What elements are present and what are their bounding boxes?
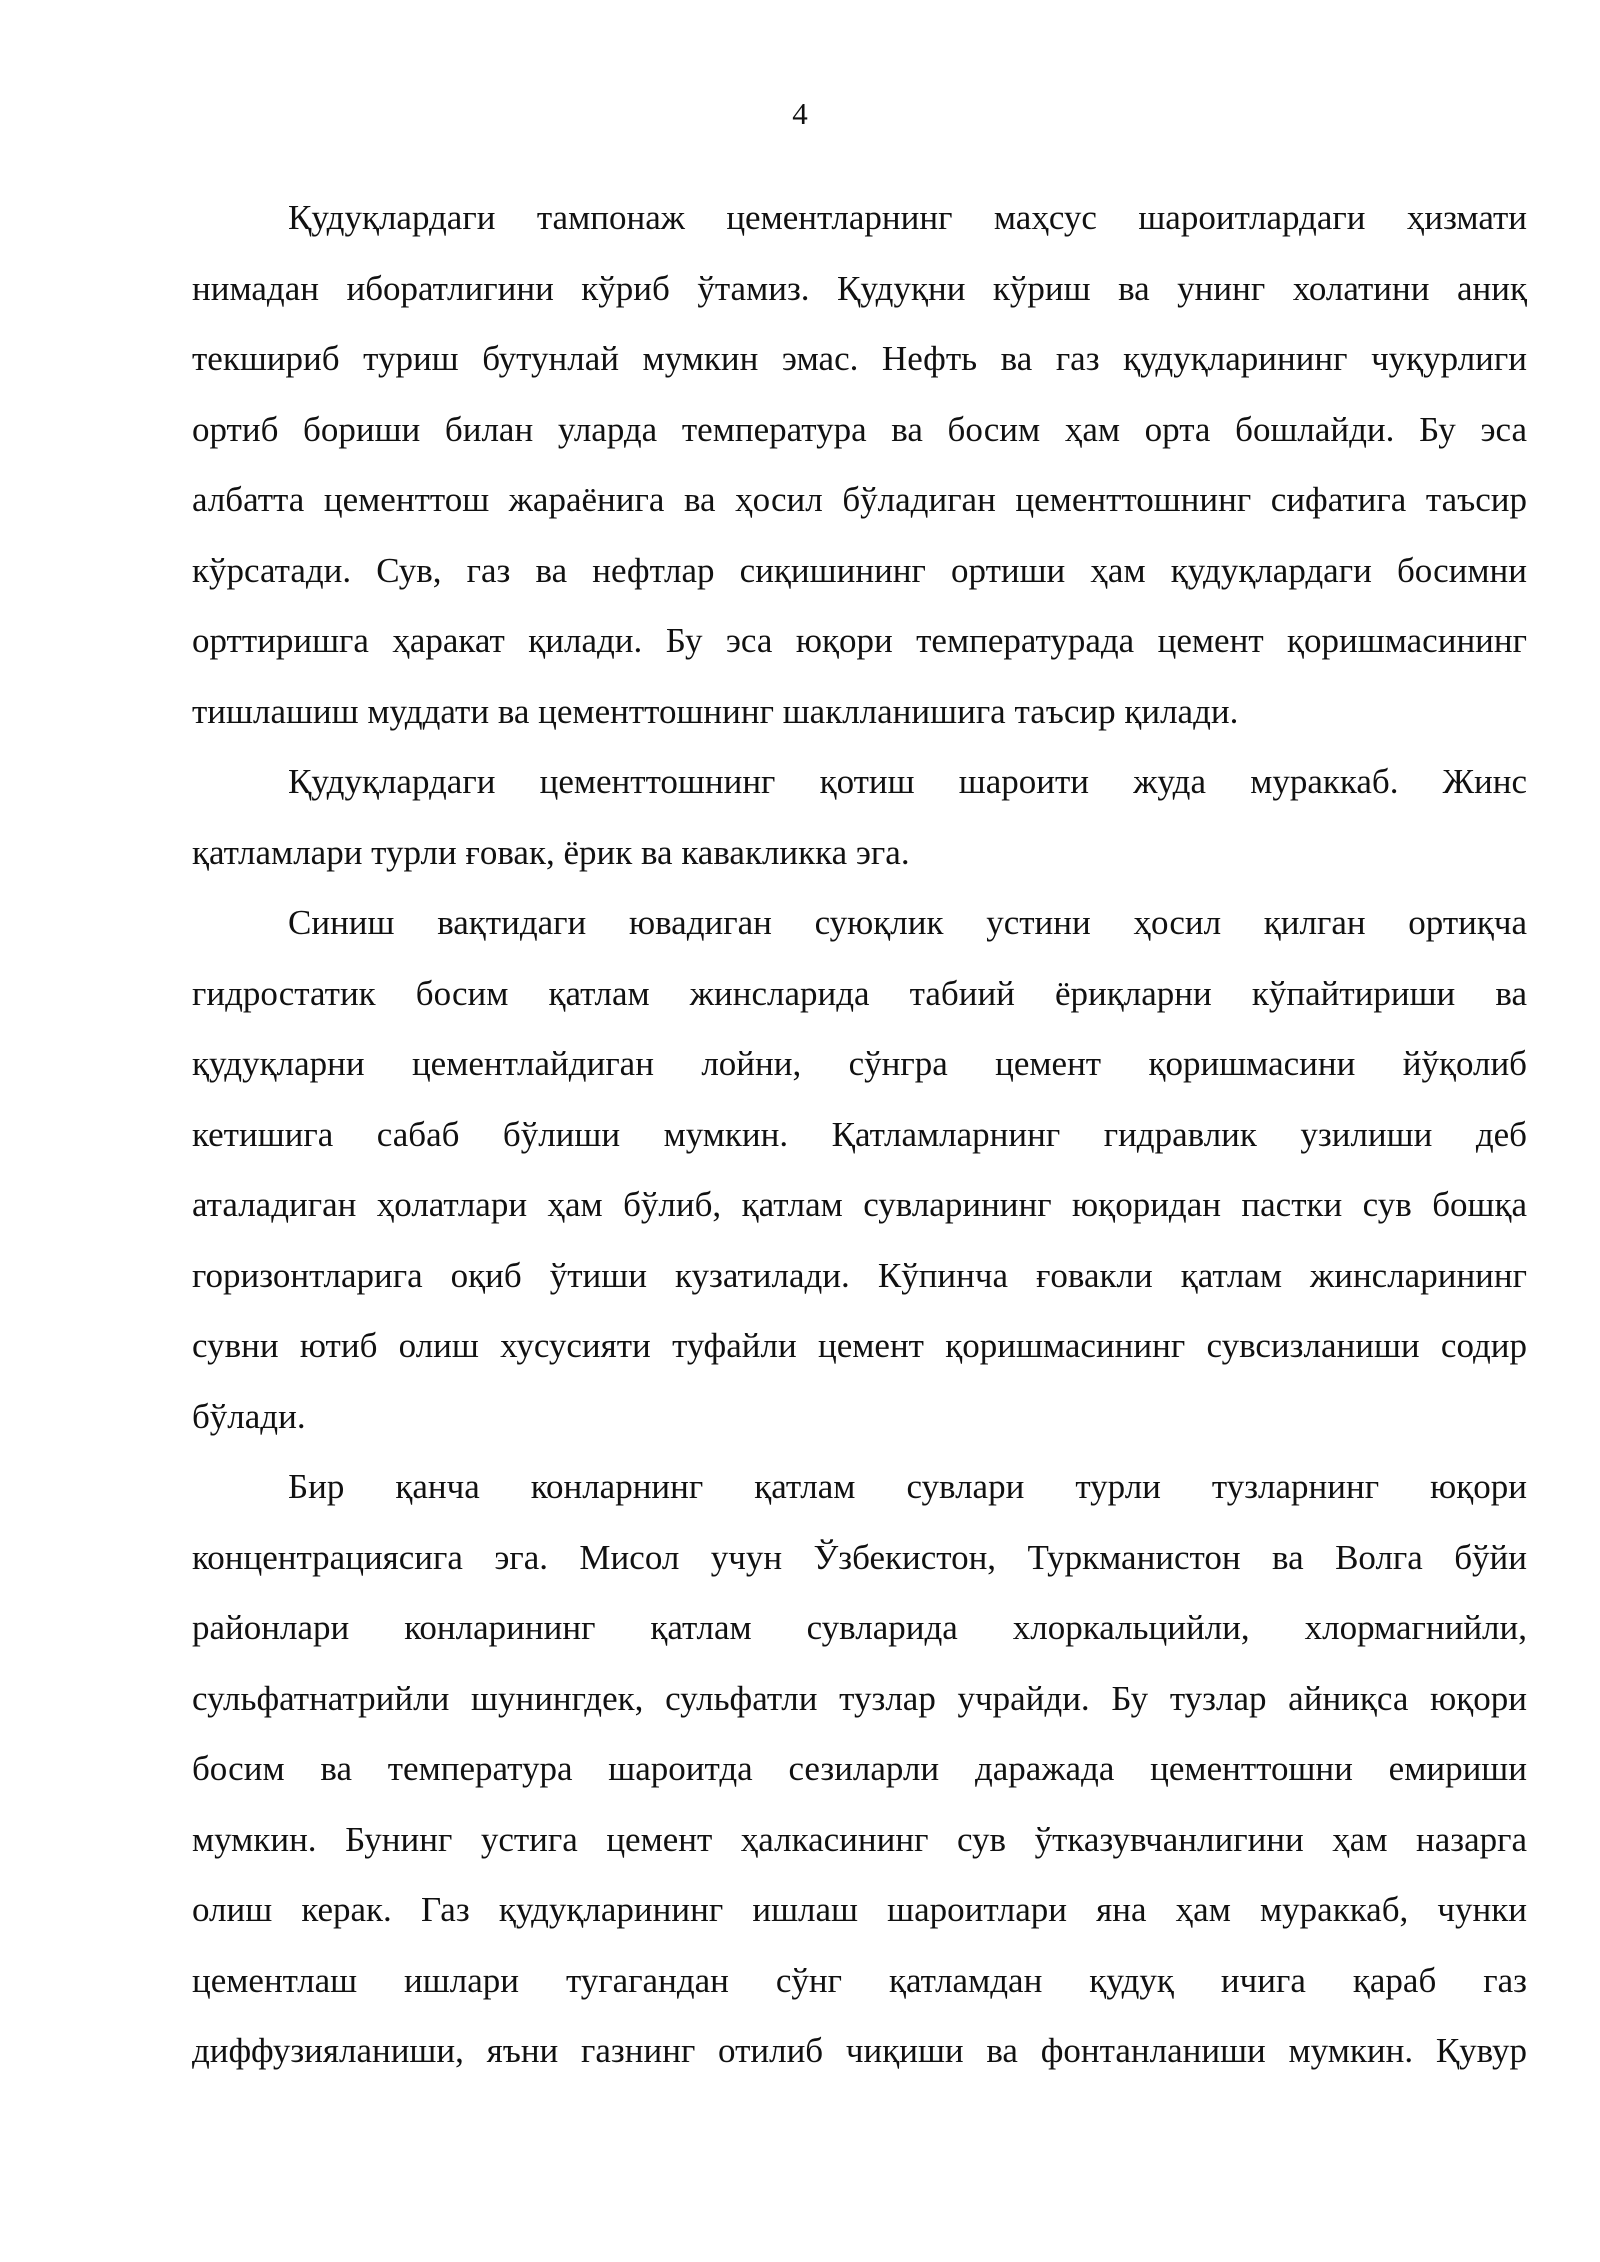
- text-line: Бир қанча конларнинг қатлам сувлари турли тузларнинг юқори: [288, 1467, 1527, 1506]
- text-line: Қудуқлардаги цементтошнинг қотиш шароити жуда мураккаб. Жинс: [288, 762, 1527, 801]
- text-line: сульфатнатрийли шунингдек, сульфатли тузлар учрайди. Бу тузлар айниқса юқори: [192, 1678, 1527, 1718]
- text-line: орттиришга ҳаракат қилади. Бу эса юқори температурада цемент қоришмасининг: [192, 621, 1527, 660]
- text-line: олиш керак. Газ қудуқларининг ишлаш шароитлари яна ҳам мураккаб, чунки: [192, 1890, 1527, 1929]
- text-line: горизонтларига оқиб ўтиши кузатилади. Кўпинча ғовакли қатлам жинсларининг: [192, 1255, 1527, 1295]
- text-line: кўрсатади. Сув, газ ва нефтлар сиқишининг ортиши ҳам қудуқлардаги босимни: [192, 550, 1527, 590]
- text-line: мумкин. Бунинг устига цемент ҳалкасининг сув ўтказувчанлигини ҳам назарга: [192, 1819, 1527, 1859]
- paragraph: [192, 888, 1527, 1452]
- text-line: қудуқларни цементлайдиган лойни, сўнгра цемент қоришмасини йўқолиб: [192, 1044, 1527, 1083]
- text-line: қатламлари турли ғовак, ёрик ва кавакликка эга.: [192, 832, 910, 872]
- page-number: 4: [792, 96, 808, 131]
- text-line: албатта цементтош жараёнига ва ҳосил бўладиган цементтошнинг сифатига таъсир: [192, 480, 1527, 519]
- text-line: Қудуқлардаги тампонаж цементларнинг маҳсус шароитлардаги ҳизмати: [288, 198, 1527, 237]
- text-line: бўлади.: [192, 1396, 306, 1436]
- paragraph: [192, 183, 1527, 747]
- text-line: ортиб бориши билан уларда температура ва босим ҳам орта бошлайди. Бу эса: [192, 409, 1527, 449]
- text-line: тишлашиш муддати ва цементтошнинг шаклланишига таъсир қилади.: [192, 691, 1239, 731]
- paragraph: [192, 1452, 1527, 2087]
- text-line: гидростатик босим қатлам жинсларида табиий ёриқларни кўпайтириши ва: [192, 973, 1527, 1013]
- text-line: Синиш вақтидаги ювадиган суюқлик устини ҳосил қилган ортиқча: [288, 903, 1527, 942]
- text-line: сувни ютиб олиш хусусияти туфайли цемент қоришмасининг сувсизланиши содир: [192, 1326, 1527, 1365]
- body-text: [192, 183, 1527, 2087]
- text-line: диффузияланиши, яъни газнинг отилиб чиқиши ва фонтанланиши мумкин. Қувур: [192, 2031, 1527, 2070]
- text-line: цементлаш ишлари тугагандан сўнг қатламдан қудуқ ичига қараб газ: [192, 1960, 1527, 2000]
- paragraph: [192, 747, 1527, 888]
- text-line: аталадиган ҳолатлари ҳам бўлиб, қатлам сувларининг юқоридан пастки сув бошқа: [192, 1185, 1527, 1224]
- text-line: нимадан иборатлигини кўриб ўтамиз. Қудуқни кўриш ва унинг холатини аниқ: [192, 268, 1527, 308]
- text-line: кетишига сабаб бўлиши мумкин. Қатламларнинг гидравлик узилиши деб: [192, 1114, 1527, 1154]
- text-line: концентрациясига эга. Мисол учун Ўзбекистон, Туркманистон ва Волга бўйи: [192, 1537, 1527, 1577]
- text-line: районлари конларининг қатлам сувларида хлоркальцийли, хлормагнийли,: [192, 1608, 1527, 1647]
- text-line: босим ва температура шароитда сезиларли даражада цементтошни емириши: [192, 1749, 1527, 1788]
- text-line: текшириб туриш бутунлай мумкин эмас. Нефть ва газ қудуқларининг чуқурлиги: [192, 339, 1527, 378]
